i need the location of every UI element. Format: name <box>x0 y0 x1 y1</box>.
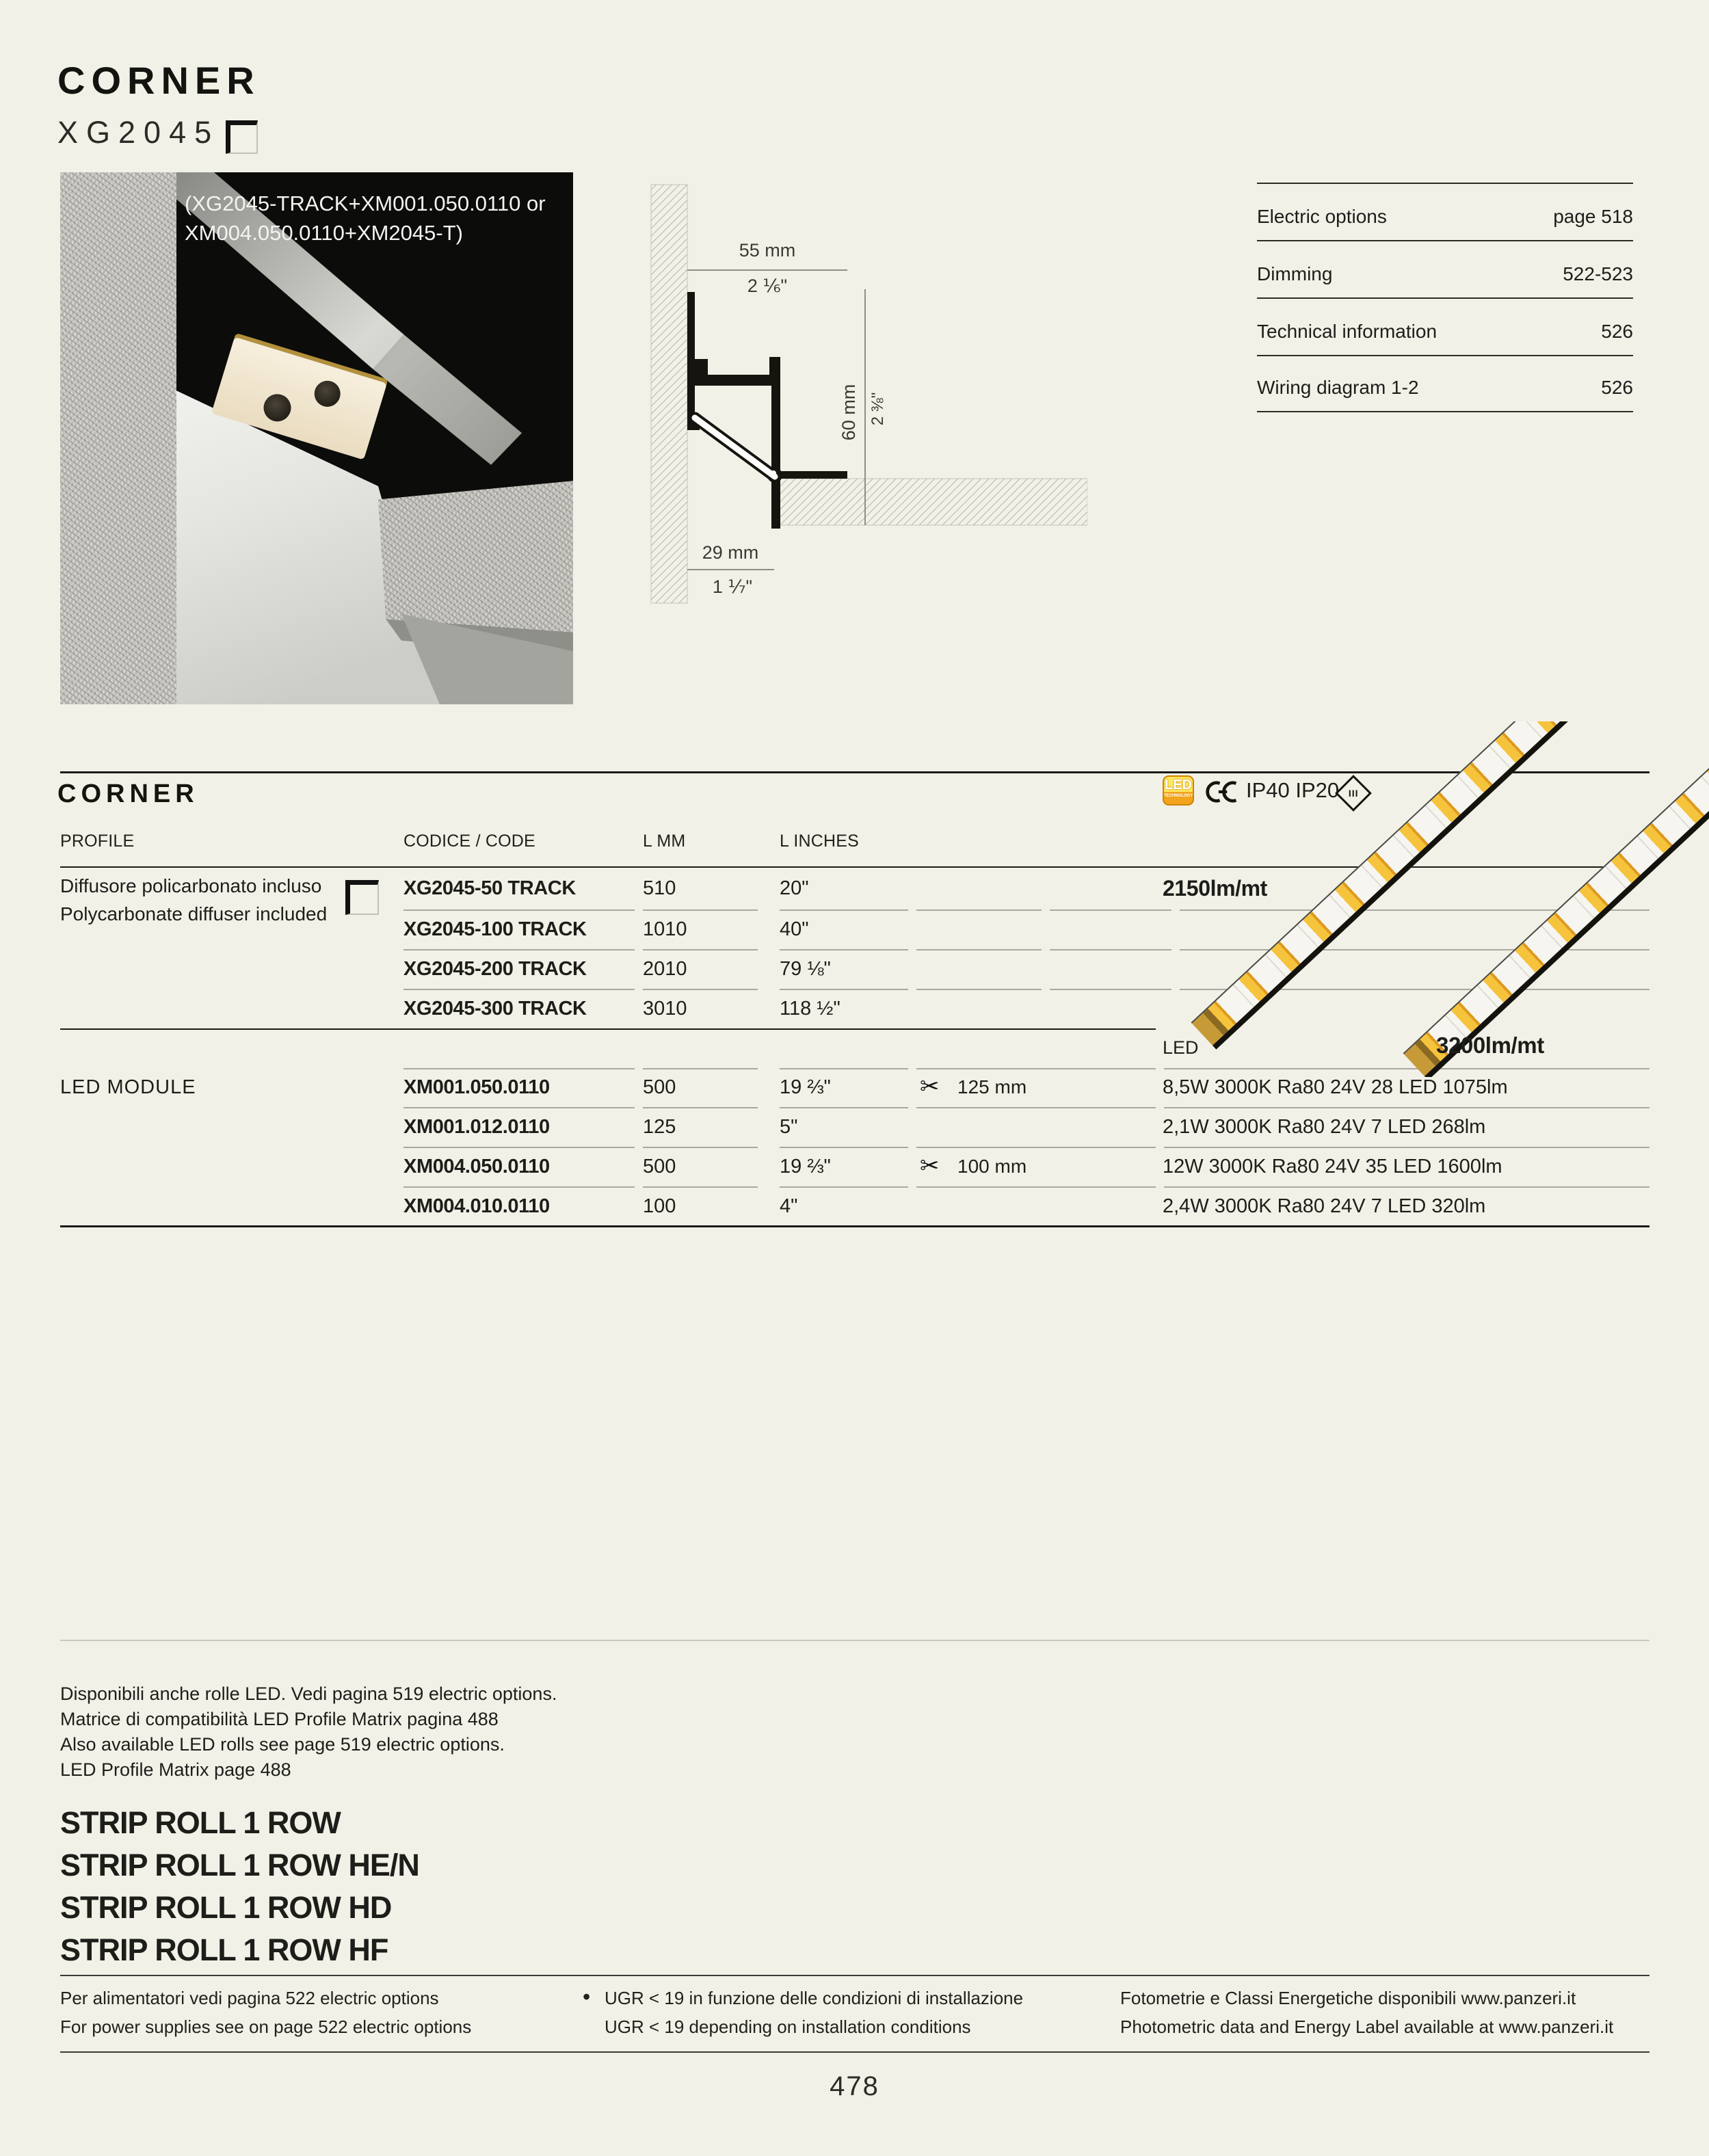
profile-row-code: XG2045-200 TRACK <box>403 958 587 980</box>
module-row-cut: 100 mm <box>957 1156 1027 1177</box>
footer-ugr-it: UGR < 19 in funzione delle condizioni di installazione <box>605 1988 1024 2008</box>
module-row-linches: 19 ⅔" <box>780 1076 831 1098</box>
dim-width-mm: 55 mm <box>739 240 796 261</box>
technical-drawing <box>643 174 1087 612</box>
ref-row-dimming <box>1257 240 1633 297</box>
drawing-slab-hatch <box>778 479 1087 525</box>
module-row-lmm: 500 <box>643 1076 676 1098</box>
dim-height-in: 2 ⅜" <box>869 392 887 426</box>
module-row-linches: 19 ⅔" <box>780 1156 831 1177</box>
ref-page: 526 <box>1601 321 1633 342</box>
module-row-desc: 8,5W 3000K Ra80 24V 28 LED 1075lm <box>1163 1076 1508 1098</box>
footer-top-rule <box>60 1975 1650 1976</box>
note-line: Disponibili anche rolle LED. Vedi pagina 519 electric options. <box>60 1683 557 1704</box>
ip-rating-text: IP40 IP20 <box>1246 778 1340 802</box>
module-row-desc: 2,1W 3000K Ra80 24V 7 LED 268lm <box>1163 1116 1486 1138</box>
footer-power-it: Per alimentatori vedi pagina 522 electric options <box>60 1988 439 2008</box>
col-header-profile: PROFILE <box>60 831 135 851</box>
module-row-linches: 4" <box>780 1195 798 1217</box>
module-row-linches: 5" <box>780 1116 798 1138</box>
profile-row-lmm: 1010 <box>643 918 687 940</box>
ref-row-electric-options <box>1257 183 1633 240</box>
dim-height-mm: 60 mm <box>838 384 859 441</box>
class-iii-icon: III <box>1335 775 1372 812</box>
led-lumen-value: 3200lm/mt <box>1436 1033 1544 1058</box>
dim-depth-in: 1 ⅐" <box>712 576 753 597</box>
note-line: LED Profile Matrix page 488 <box>60 1759 291 1780</box>
module-row-code: XM004.050.0110 <box>403 1156 550 1177</box>
note-line: Matrice di compatibilità LED Profile Matrix pagina 488 <box>60 1709 499 1729</box>
col-header-lmm: L MM <box>643 831 686 851</box>
led-technology-badge <box>1163 775 1194 806</box>
module-row-cut: 125 mm <box>957 1076 1027 1097</box>
module-row-desc: 12W 3000K Ra80 24V 35 LED 1600lm <box>1163 1156 1502 1177</box>
module-section-label: LED MODULE <box>60 1076 196 1098</box>
ref-label: Wiring diagram 1-2 <box>1257 377 1419 398</box>
scissors-icon: ✂ <box>920 1074 940 1100</box>
profile-row-linches: 79 ⅛" <box>780 958 831 980</box>
profile-row-linches: 20" <box>780 877 809 899</box>
col-header-linches: L INCHES <box>780 831 859 851</box>
module-row-code: XM001.012.0110 <box>403 1116 550 1138</box>
led-label: LED <box>1163 1037 1199 1058</box>
strip-roll-heading: STRIP ROLL 1 ROW HE/N <box>60 1848 419 1882</box>
photo-concrete-wall <box>60 172 176 704</box>
page-title: CORNER <box>57 59 261 102</box>
drawing-diffuser <box>695 418 775 477</box>
ref-row-technical-information <box>1257 297 1633 355</box>
corner-profile-icon <box>226 120 258 154</box>
profile-row-linches: 118 ½" <box>780 998 840 1020</box>
profile-note-en: Polycarbonate diffuser included <box>60 903 328 924</box>
ce-mark-icon <box>1202 778 1238 809</box>
ref-page: 526 <box>1601 377 1633 398</box>
drawing-wall-hatch <box>651 185 687 603</box>
profile-row-code: XG2045-50 TRACK <box>403 877 576 899</box>
photo-led-hole <box>310 377 343 410</box>
ref-page: 522-523 <box>1563 263 1633 284</box>
page-number: 478 <box>830 2071 879 2101</box>
dim-width-in: 2 ⅙" <box>747 276 788 296</box>
profile-row-lmm: 3010 <box>643 998 687 1020</box>
notes-divider <box>60 1640 1650 1641</box>
product-code: XG2045 <box>57 115 220 150</box>
module-row-lmm: 100 <box>643 1195 676 1217</box>
corner-profile-icon <box>345 880 379 915</box>
footer-bottom-rule <box>60 2051 1650 2053</box>
led-strip-image <box>1403 721 1709 1077</box>
profile-note-it: Diffusore policarbonato incluso <box>60 875 322 896</box>
note-line: Also available LED rolls see page 519 electric options. <box>60 1734 505 1755</box>
led-badge-text: LED <box>1165 777 1192 793</box>
strip-roll-heading: STRIP ROLL 1 ROW HF <box>60 1932 388 1967</box>
footer-photometry-it: Fotometrie e Classi Energetiche disponibili www.panzeri.it <box>1120 1988 1576 2008</box>
strip-roll-heading: STRIP ROLL 1 ROW <box>60 1805 341 1840</box>
profile-row-linches: 40" <box>780 918 809 940</box>
module-row-code: XM001.050.0110 <box>403 1076 550 1098</box>
footer-photometry-en: Photometric data and Energy Label available at www.panzeri.it <box>1120 2017 1614 2037</box>
dim-depth-mm: 29 mm <box>702 542 759 563</box>
table-title: CORNER <box>57 780 199 808</box>
product-photo <box>60 172 573 704</box>
profile-lumen-value: 2150lm/mt <box>1163 876 1267 901</box>
ref-label: Technical information <box>1257 321 1438 342</box>
ref-row-wiring-diagram <box>1257 355 1633 412</box>
profile-row-lmm: 510 <box>643 877 676 899</box>
section-rule <box>60 1028 1156 1030</box>
photo-caption-line1: (XG2045-TRACK+XM001.050.0110 or <box>185 191 546 215</box>
led-badge-subtext: TECHNOLOGY <box>1164 794 1193 798</box>
scissors-icon: ✂ <box>920 1153 940 1179</box>
bullet-icon: • <box>583 1984 591 2009</box>
footer-ugr-en: UGR < 19 depending on installation conditions <box>605 2017 971 2037</box>
module-row-lmm: 500 <box>643 1156 676 1177</box>
footer-power-en: For power supplies see on page 522 electric options <box>60 2017 472 2037</box>
ref-page: page 518 <box>1553 206 1633 227</box>
ref-label: Electric options <box>1257 206 1387 227</box>
module-row-code: XM004.010.0110 <box>403 1195 550 1217</box>
photo-caption-line2: XM004.050.0110+XM2045-T) <box>185 221 463 245</box>
reference-list <box>1257 183 1633 412</box>
profile-row-code: XG2045-100 TRACK <box>403 918 587 940</box>
module-row-lmm: 125 <box>643 1116 676 1138</box>
photo-led-hole <box>260 390 294 425</box>
drawing-detail <box>771 470 776 476</box>
strip-roll-heading: STRIP ROLL 1 ROW HD <box>60 1890 392 1925</box>
profile-row-lmm: 2010 <box>643 958 687 980</box>
col-header-code: CODICE / CODE <box>403 831 535 851</box>
table-bottom-rule <box>60 1225 1650 1227</box>
ref-label: Dimming <box>1257 263 1333 284</box>
profile-row-code: XG2045-300 TRACK <box>403 998 587 1020</box>
module-row-desc: 2,4W 3000K Ra80 24V 7 LED 320lm <box>1163 1195 1486 1217</box>
